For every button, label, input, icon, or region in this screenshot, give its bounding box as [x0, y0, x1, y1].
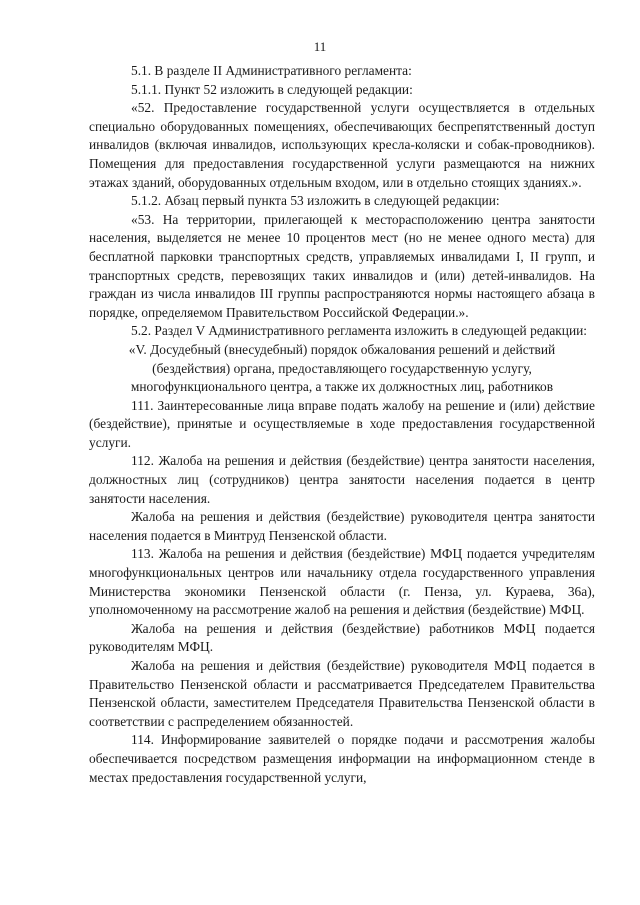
paragraph-item-111: 111. Заинтересованные лица вправе подать жалобу на решение и (или) действие (бездействие), принятые и осуществляемые в ходе предоставления государственной услуги. [89, 397, 595, 450]
paragraph-item-112: 112. Жалоба на решения и действия (бездействие) центра занятости населения, должностных лиц (сотрудников) центра занятости населения подается в центр занятости населения. [89, 453, 595, 506]
paragraph-5-2: 5.2. Раздел V Административного регламента изложить в следующей редакции: [131, 323, 588, 339]
paragraph-item-114: 114. Информирование заявителей о порядке подачи и рассмотрения жалобы обеспечивается посредством размещения информации на информационном стенде в местах предоставления государственной услуги, [89, 732, 595, 785]
document-body [89, 62, 595, 787]
paragraph-item-52: «52. Предоставление государственной услуги осуществляется в отдельных специально оборудованных помещениях, обеспечивающих беспрепятственный доступ инвалидов (включая инвалидов, использующих кресла-коляски и собак-проводников). Помещения для предоставления государственной услуги размещаются на нижних этажах зданий, оборудованных отдельным входом, или в отдельно стоящих зданиях.». [89, 100, 595, 190]
paragraph-item-113-3: Жалоба на решения и действия (бездействие) руководителя МФЦ подается в Правительство Пензенской области и рассматривается Председателем Правительства Пензенской области, заместителем Председателя Правительства Пензенской области в соответствии с распределением обязанностей. [89, 658, 595, 729]
paragraph-5-1-1: 5.1.1. Пункт 52 изложить в следующей редакции: [131, 81, 413, 97]
paragraph-item-113-2: Жалоба на решения и действия (бездействие) работников МФЦ подается руководителям МФЦ. [89, 620, 595, 655]
paragraph-5-1: 5.1. В разделе II Административного регламента: [131, 63, 412, 78]
page-number: 11 [313, 39, 327, 54]
paragraph-5-1-2: 5.1.2. Абзац первый пункта 53 изложить в следующей редакции: [131, 193, 500, 209]
paragraph-item-112-2: Жалоба на решения и действия (бездействие) руководителя центра занятости населения подается в Минтруд Пензенской области. [89, 509, 595, 543]
paragraph-item-113: 113. Жалоба на решения и действия (бездействие) МФЦ подается учредителям многофункциональных центров или начальнику отдела государственного управления Министерства экономики Пензенской области (г. Пенза, ул. Кураева, 36а), уполномоченному на рассмотрение жалоб на решения и действия (бездействие) МФЦ. [89, 546, 595, 618]
section-v-heading: «V. Досудебный (внесудебный) порядок обжалования решений и действий (бездействия) органа, предоставляющего государственную услугу, многофункционального центра, а также их должностных лиц, работников [128, 341, 556, 395]
paragraph-item-53: «53. На территории, прилегающей к месторасположению центра занятости населения, выделяется не менее 10 процентов мест (но не менее одного места) для бесплатной парковки транспортных средств, управляемых инвалидами I, II групп, и транспортных средств, перевозящих таких инвалидов и (или) детей-инвалидов. На граждан из числа инвалидов III группы распространяются нормы настоящего абзаца в порядке, определяемом Правительством Российской Федерации.». [89, 211, 595, 320]
